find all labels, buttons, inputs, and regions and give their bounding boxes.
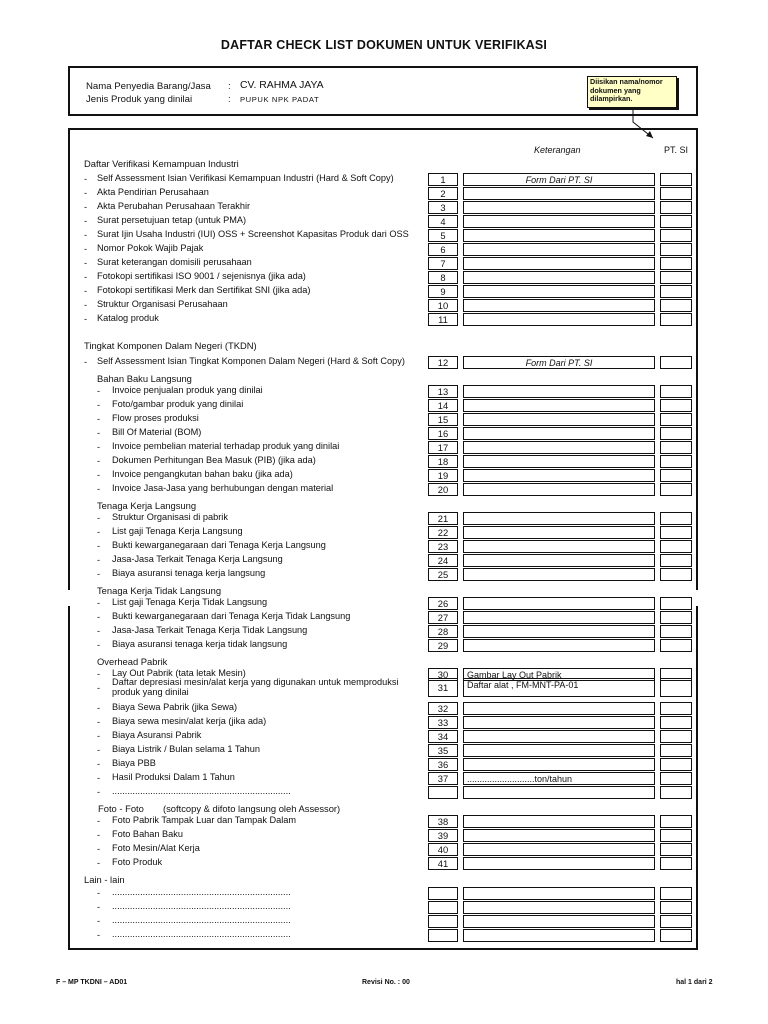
row-number-box: 26: [428, 597, 458, 610]
row-bullet: -: [97, 611, 101, 622]
keterangan-field[interactable]: Daftar alat , FM-MNT-PA-01: [463, 678, 655, 697]
row-bullet: -: [97, 716, 101, 727]
row-bullet: -: [97, 929, 101, 940]
row-number-box: 2: [428, 187, 458, 200]
row-bullet: -: [84, 215, 88, 226]
pt-si-checkbox[interactable]: [660, 483, 692, 496]
row-number-box: 20: [428, 483, 458, 496]
row-number-box: 6: [428, 243, 458, 256]
table-row: [0, 299, 768, 313]
table-row: [0, 758, 768, 772]
row-number-box: [428, 786, 458, 799]
table-row: [0, 677, 768, 697]
penyedia-label: Nama Penyedia Barang/Jasa: [86, 81, 211, 92]
row-label: Katalog produk: [97, 313, 159, 323]
row-number-box: 12: [428, 356, 458, 369]
pt-si-checkbox[interactable]: [660, 173, 692, 186]
row-bullet: -: [97, 385, 101, 396]
row-label: Jasa-Jasa Terkait Tenaga Kerja Langsung: [112, 554, 283, 564]
row-number-box: [428, 887, 458, 900]
keterangan-field[interactable]: [463, 901, 655, 914]
row-number-box: 36: [428, 758, 458, 771]
pt-si-checkbox[interactable]: [660, 829, 692, 842]
pt-si-checkbox[interactable]: [660, 385, 692, 398]
row-label: Invoice penjualan produk yang dinilai: [112, 385, 263, 395]
row-bullet: -: [97, 887, 101, 898]
row-number-box: 23: [428, 540, 458, 553]
row-bullet: -: [97, 901, 101, 912]
produk-label: Jenis Produk yang dinilai: [86, 94, 193, 105]
pt-si-checkbox[interactable]: [660, 929, 692, 942]
table-row: [0, 915, 768, 929]
row-label: ......................................................................: [112, 929, 291, 939]
table-row: [0, 611, 768, 625]
row-number-box: 14: [428, 399, 458, 412]
table-row: [0, 568, 768, 582]
keterangan-field[interactable]: [463, 730, 655, 743]
table-row: [0, 257, 768, 271]
footer-page: hal 1 dari 2: [676, 979, 713, 986]
section-foto-note: (softcopy & difoto langsung oleh Assessor): [163, 803, 341, 814]
row-label: Fotokopi sertifikasi Merk dan Sertifikat SNI (jika ada): [97, 285, 311, 295]
keterangan-field[interactable]: ...........................ton/tahun: [463, 772, 655, 785]
table-row: [0, 702, 768, 716]
row-number-box: 13: [428, 385, 458, 398]
pt-si-checkbox[interactable]: [660, 187, 692, 200]
row-number-box: 21: [428, 512, 458, 525]
row-bullet: -: [97, 441, 101, 452]
pt-si-checkbox[interactable]: [660, 512, 692, 525]
row-label: Akta Pendirian Perusahaan: [97, 187, 209, 197]
row-bullet: -: [97, 682, 101, 693]
section-tenaga-tidak: Tenaga Kerja Tidak Langsung: [97, 585, 222, 596]
row-bullet: -: [97, 772, 101, 783]
row-label: Invoice pengangkutan bahan baku (jika ada): [112, 469, 293, 479]
row-bullet: -: [97, 554, 101, 565]
row-bullet: -: [97, 786, 101, 797]
produk-value: PUPUK NPK PADAT: [240, 95, 320, 104]
row-number-box: 1: [428, 173, 458, 186]
pt-si-checkbox[interactable]: [660, 229, 692, 242]
pt-si-checkbox[interactable]: [660, 639, 692, 652]
pt-si-checkbox[interactable]: [660, 702, 692, 715]
keterangan-field[interactable]: [463, 512, 655, 525]
keterangan-field[interactable]: [463, 483, 655, 496]
pt-si-checkbox[interactable]: [660, 915, 692, 928]
pt-si-checkbox[interactable]: [660, 857, 692, 870]
keterangan-field[interactable]: [463, 257, 655, 270]
row-label: ......................................................................: [112, 786, 291, 796]
keterangan-field[interactable]: [463, 313, 655, 326]
keterangan-field[interactable]: [463, 915, 655, 928]
table-row: [0, 441, 768, 455]
table-row: [0, 843, 768, 857]
table-row: [0, 815, 768, 829]
table-row: [0, 313, 768, 327]
row-label: Surat keterangan domisili perusahaan: [97, 257, 252, 267]
row-number-box: 38: [428, 815, 458, 828]
row-bullet: -: [84, 285, 88, 296]
table-row: [0, 554, 768, 568]
keterangan-field[interactable]: [463, 758, 655, 771]
pt-si-checkbox[interactable]: [660, 611, 692, 624]
keterangan-field[interactable]: [463, 385, 655, 398]
keterangan-field[interactable]: [463, 243, 655, 256]
row-bullet: -: [97, 469, 101, 480]
keterangan-field[interactable]: [463, 639, 655, 652]
keterangan-field[interactable]: [463, 716, 655, 729]
column-keterangan: Keterangan: [534, 145, 581, 155]
produk-colon: :: [228, 94, 231, 105]
table-row: [0, 639, 768, 653]
row-number-box: 15: [428, 413, 458, 426]
row-bullet: -: [97, 625, 101, 636]
row-label: Fotokopi sertifikasi ISO 9001 / sejenisnya (jika ada): [97, 271, 306, 281]
column-pt-si: PT. SI: [664, 145, 689, 155]
row-number-box: 34: [428, 730, 458, 743]
section-lain: Lain - lain: [84, 874, 125, 885]
row-bullet: -: [97, 597, 101, 608]
row-label: Daftar depresiasi mesin/alat kerja yang digunakan untuk memproduksi produk yang dinilai: [112, 677, 399, 697]
penyedia-value: CV. RAHMA JAYA: [240, 80, 324, 91]
pt-si-checkbox[interactable]: [660, 215, 692, 228]
keterangan-field[interactable]: [463, 857, 655, 870]
row-label: ......................................................................: [112, 915, 291, 925]
pt-si-checkbox[interactable]: [660, 257, 692, 270]
table-row: [0, 540, 768, 554]
pt-si-checkbox[interactable]: [660, 427, 692, 440]
table-row: [0, 427, 768, 441]
row-number-box: 31: [428, 678, 458, 697]
pt-si-checkbox[interactable]: [660, 554, 692, 567]
keterangan-field[interactable]: [463, 568, 655, 581]
row-bullet: -: [97, 815, 101, 826]
keterangan-field[interactable]: [463, 399, 655, 412]
pt-si-checkbox[interactable]: [660, 843, 692, 856]
row-label: Struktur Organisasi di pabrik: [112, 512, 228, 522]
row-label: Nomor Pokok Wajib Pajak: [97, 243, 204, 253]
row-label: Invoice Jasa-Jasa yang berhubungan dengan material: [112, 483, 334, 493]
row-number-box: 19: [428, 469, 458, 482]
table-row: [0, 512, 768, 526]
table-row: [0, 786, 768, 800]
table-row: [0, 356, 768, 370]
row-label: Dokumen Perhitungan Bea Masuk (PIB) (jika ada): [112, 455, 316, 465]
row-bullet: -: [97, 568, 101, 579]
table-row: [0, 215, 768, 229]
row-number-box: 4: [428, 215, 458, 228]
table-row: [0, 385, 768, 399]
pt-si-checkbox[interactable]: [660, 716, 692, 729]
row-number-box: [428, 915, 458, 928]
keterangan-field[interactable]: [463, 299, 655, 312]
penyedia-colon: :: [228, 81, 231, 92]
row-number-box: 18: [428, 455, 458, 468]
row-bullet: -: [97, 758, 101, 769]
table-row: [0, 716, 768, 730]
keterangan-field[interactable]: [463, 441, 655, 454]
row-bullet: -: [84, 201, 88, 212]
keterangan-field[interactable]: [463, 526, 655, 539]
pt-si-checkbox[interactable]: [660, 285, 692, 298]
table-row: [0, 744, 768, 758]
keterangan-field[interactable]: [463, 469, 655, 482]
keterangan-field[interactable]: [463, 829, 655, 842]
row-bullet: -: [97, 668, 101, 679]
keterangan-field[interactable]: [463, 554, 655, 567]
row-number-box: 35: [428, 744, 458, 757]
row-number-box: 5: [428, 229, 458, 242]
table-row: [0, 929, 768, 943]
row-bullet: -: [97, 702, 101, 713]
row-number-box: 3: [428, 201, 458, 214]
pt-si-checkbox[interactable]: [660, 887, 692, 900]
row-bullet: -: [97, 399, 101, 410]
section-bahan-baku: Bahan Baku Langsung: [97, 373, 192, 384]
pt-si-checkbox[interactable]: [660, 469, 692, 482]
row-label: Foto Pabrik Tampak Luar dan Tampak Dalam: [112, 815, 297, 825]
row-label: Struktur Organisasi Perusahaan: [97, 299, 228, 309]
row-number-box: 7: [428, 257, 458, 270]
keterangan-field[interactable]: Gambar Lay Out Pabrik: [463, 668, 655, 681]
table-row: [0, 243, 768, 257]
table-row: [0, 857, 768, 871]
pt-si-checkbox[interactable]: [660, 772, 692, 785]
row-number-box: 10: [428, 299, 458, 312]
pt-si-checkbox[interactable]: [660, 625, 692, 638]
row-bullet: -: [97, 843, 101, 854]
section-tkdn: Tingkat Komponen Dalam Negeri (TKDN): [84, 340, 257, 351]
keterangan-field[interactable]: Form Dari PT. SI: [463, 356, 655, 369]
row-number-box: 16: [428, 427, 458, 440]
row-bullet: -: [97, 639, 101, 650]
table-row: [0, 597, 768, 611]
keterangan-field[interactable]: [463, 455, 655, 468]
row-number-box: 32: [428, 702, 458, 715]
table-row: [0, 772, 768, 786]
pt-si-checkbox[interactable]: [660, 313, 692, 326]
section-foto: Foto - Foto: [98, 803, 144, 814]
row-label: Self Assessment Isian Tingkat Komponen Dalam Negeri (Hard & Soft Copy): [97, 356, 405, 366]
row-number-box: 25: [428, 568, 458, 581]
row-label: Foto/gambar produk yang dinilai: [112, 399, 244, 409]
table-row: [0, 399, 768, 413]
row-bullet: -: [84, 356, 88, 367]
keterangan-field[interactable]: [463, 285, 655, 298]
pt-si-checkbox[interactable]: [660, 299, 692, 312]
pt-si-checkbox[interactable]: [660, 815, 692, 828]
row-bullet: -: [84, 173, 88, 184]
row-bullet: -: [84, 229, 88, 240]
table-row: [0, 229, 768, 243]
row-number-box: 22: [428, 526, 458, 539]
pt-si-checkbox[interactable]: [660, 413, 692, 426]
row-label: List gaji Tenaga Kerja Langsung: [112, 526, 243, 536]
row-label: Biaya Sewa Pabrik (jika Sewa): [112, 702, 238, 712]
row-label: Foto Mesin/Alat Kerja: [112, 843, 200, 853]
row-number-box: 27: [428, 611, 458, 624]
keterangan-field[interactable]: Form Dari PT. SI: [463, 173, 655, 186]
row-number-box: 24: [428, 554, 458, 567]
row-number-box: 17: [428, 441, 458, 454]
row-number-box: 8: [428, 271, 458, 284]
pt-si-checkbox[interactable]: [660, 786, 692, 799]
keterangan-field[interactable]: [463, 201, 655, 214]
pt-si-checkbox[interactable]: [660, 526, 692, 539]
keterangan-field[interactable]: [463, 625, 655, 638]
row-label: Flow proses produksi: [112, 413, 199, 423]
row-label: ......................................................................: [112, 887, 291, 897]
keterangan-field[interactable]: [463, 413, 655, 426]
pt-si-checkbox[interactable]: [660, 399, 692, 412]
row-label: Biaya sewa mesin/alat kerja (jika ada): [112, 716, 267, 726]
row-number-box: 37: [428, 772, 458, 785]
keterangan-field[interactable]: [463, 540, 655, 553]
row-bullet: -: [97, 915, 101, 926]
row-label: ......................................................................: [112, 901, 291, 911]
row-label: Surat Ijin Usaha Industri (IUI) OSS + Screenshot Kapasitas Produk dari OSS: [97, 229, 409, 239]
row-bullet: -: [84, 187, 88, 198]
table-row: [0, 526, 768, 540]
table-row: [0, 455, 768, 469]
table-row: [0, 887, 768, 901]
table-row: [0, 187, 768, 201]
row-label: Bukti kewarganegaraan dari Tenaga Kerja Langsung: [112, 540, 326, 550]
row-number-box: 33: [428, 716, 458, 729]
row-label: Lay Out Pabrik (tata letak Mesin): [112, 668, 246, 678]
row-bullet: -: [97, 427, 101, 438]
row-number-box: [428, 901, 458, 914]
row-bullet: -: [84, 313, 88, 324]
pt-si-checkbox[interactable]: [660, 597, 692, 610]
keterangan-field[interactable]: [463, 815, 655, 828]
footer-revision: Revisi No. : 00: [362, 979, 410, 986]
row-bullet: -: [84, 299, 88, 310]
row-number-box: 11: [428, 313, 458, 326]
row-label: Bill Of Material (BOM): [112, 427, 202, 437]
row-label: Biaya Listrik / Bulan selama 1 Tahun: [112, 744, 260, 754]
row-bullet: -: [97, 512, 101, 523]
row-bullet: -: [84, 271, 88, 282]
pt-si-checkbox[interactable]: [660, 271, 692, 284]
row-number-box: 29: [428, 639, 458, 652]
keterangan-field[interactable]: [463, 427, 655, 440]
row-label: Foto Produk: [112, 857, 163, 867]
table-row: [0, 625, 768, 639]
row-bullet: -: [97, 413, 101, 424]
keterangan-field[interactable]: [463, 786, 655, 799]
keterangan-field[interactable]: [463, 929, 655, 942]
row-label: Self Assessment Isian Verifikasi Kemampuan Industri (Hard & Soft Copy): [97, 173, 394, 183]
keterangan-field[interactable]: [463, 887, 655, 900]
row-label: Invoice pembelian material terhadap produk yang dinilai: [112, 441, 340, 451]
row-number-box: 9: [428, 285, 458, 298]
row-label: List gaji Tenaga Kerja Tidak Langsung: [112, 597, 268, 607]
keterangan-field[interactable]: [463, 702, 655, 715]
keterangan-field[interactable]: [463, 744, 655, 757]
row-bullet: -: [97, 540, 101, 551]
table-row: [0, 829, 768, 843]
document-title: DAFTAR CHECK LIST DOKUMEN UNTUK VERIFIKASI: [220, 38, 548, 52]
pt-si-checkbox[interactable]: [660, 356, 692, 369]
pt-si-checkbox[interactable]: [660, 730, 692, 743]
table-row: [0, 469, 768, 483]
keterangan-field[interactable]: [463, 843, 655, 856]
row-bullet: -: [97, 857, 101, 868]
row-number-box: 30: [428, 668, 458, 681]
row-label: Surat persetujuan tetap (untuk PMA): [97, 215, 247, 225]
row-bullet: -: [97, 744, 101, 755]
pt-si-checkbox[interactable]: [660, 540, 692, 553]
row-label: Biaya PBB: [112, 758, 156, 768]
row-label: Biaya Asuransi Pabrik: [112, 730, 202, 740]
table-row: [0, 730, 768, 744]
row-bullet: -: [84, 257, 88, 268]
keterangan-field[interactable]: [463, 597, 655, 610]
row-bullet: -: [97, 730, 101, 741]
keterangan-field[interactable]: [463, 229, 655, 242]
callout-note: Diisikan nama/nomor dokumen yang dilampirkan.: [587, 76, 677, 108]
section-verifikasi: Daftar Verifikasi Kemampuan Industri: [84, 158, 239, 169]
row-label: Jasa-Jasa Terkait Tenaga Kerja Tidak Langsung: [112, 625, 308, 635]
row-bullet: -: [84, 243, 88, 254]
row-label: Biaya asuransi tenaga kerja langsung: [112, 568, 266, 578]
table-row: [0, 201, 768, 215]
pt-si-checkbox[interactable]: [660, 758, 692, 771]
row-label: Bukti kewarganegaraan dari Tenaga Kerja Tidak Langsung: [112, 611, 351, 621]
footer-form-code: F – MP TKDNI – AD01: [56, 979, 128, 986]
section-tenaga-langsung: Tenaga Kerja Langsung: [97, 500, 197, 511]
pt-si-checkbox[interactable]: [660, 568, 692, 581]
row-label: Foto Bahan Baku: [112, 829, 183, 839]
table-row: [0, 483, 768, 497]
row-number-box: 39: [428, 829, 458, 842]
table-row: [0, 285, 768, 299]
pt-si-checkbox[interactable]: [660, 441, 692, 454]
row-label: Akta Perubahan Perusahaan Terakhir: [97, 201, 251, 211]
keterangan-field[interactable]: [463, 187, 655, 200]
row-bullet: -: [97, 483, 101, 494]
row-number-box: [428, 929, 458, 942]
row-label: Biaya asuransi tenaga kerja tidak langsung: [112, 639, 288, 649]
table-row: [0, 271, 768, 285]
table-row: [0, 413, 768, 427]
pt-si-checkbox[interactable]: [660, 744, 692, 757]
pt-si-checkbox[interactable]: [660, 678, 692, 697]
row-bullet: -: [97, 526, 101, 537]
keterangan-field[interactable]: [463, 271, 655, 284]
pt-si-checkbox[interactable]: [660, 201, 692, 214]
table-row: [0, 901, 768, 915]
row-number-box: 41: [428, 857, 458, 870]
section-overhead: Overhead Pabrik: [97, 656, 168, 667]
row-label: Hasil Produksi Dalam 1 Tahun: [112, 772, 235, 782]
pt-si-checkbox[interactable]: [660, 901, 692, 914]
keterangan-field[interactable]: [463, 215, 655, 228]
pt-si-checkbox[interactable]: [660, 243, 692, 256]
row-number-box: 28: [428, 625, 458, 638]
table-row: [0, 173, 768, 187]
keterangan-field[interactable]: [463, 611, 655, 624]
row-number-box: 40: [428, 843, 458, 856]
row-bullet: -: [97, 829, 101, 840]
pt-si-checkbox[interactable]: [660, 455, 692, 468]
row-bullet: -: [97, 455, 101, 466]
